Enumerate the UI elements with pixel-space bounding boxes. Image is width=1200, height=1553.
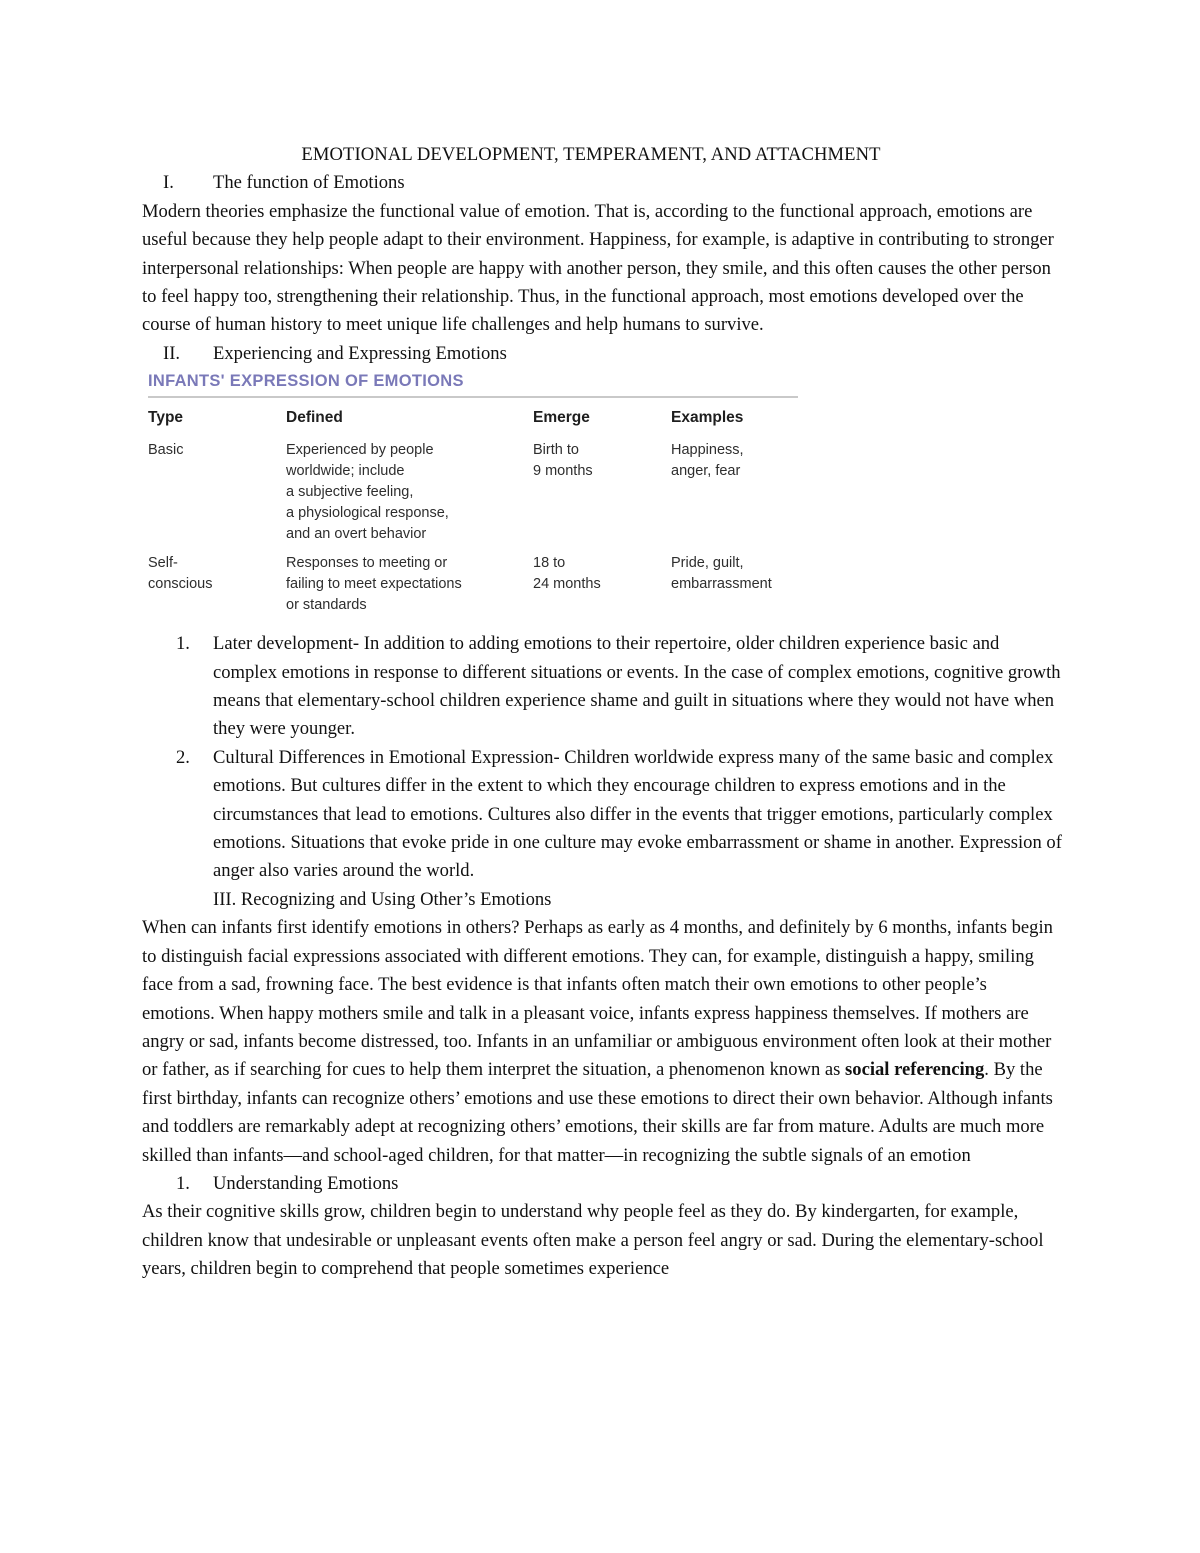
table-row	[148, 440, 798, 553]
subsection-title: Understanding Emotions	[213, 1172, 399, 1194]
document-title: EMOTIONAL DEVELOPMENT, TEMPERAMENT, AND ATTACHMENT	[301, 144, 881, 165]
key-term: social referencing	[845, 1059, 985, 1081]
section-1-paragraph: Modern theories emphasize the functional value of emotion. That is, according to the functional approach, emotions are useful because they help people adapt to their environment. Happiness, for example, is adaptive in contributing to stronger interpersonal relationships: When people are happy with another person, they smile, and this often causes the other person to feel happy too, strengthening their relationship. Thus, in the functional approach, most emotions developed over the course of human history to meet unique life challenges and help humans to survive.	[142, 200, 1054, 336]
section-3-list	[142, 1170, 1062, 1198]
section-3-heading: III. Recognizing and Using Other’s Emotions	[213, 888, 552, 910]
list-item-text: Later development- In addition to adding emotions to their repertoire, older children experience basic and complex emotions in response to different situations or events. In the case of complex emotions, cognitive growth means that elementary-school children experience shame and guilt in situations where they would not have when they were younger.	[213, 633, 1061, 740]
emotions-table-figure	[148, 370, 798, 624]
table-row	[148, 553, 798, 624]
section-1-number: I.	[163, 172, 174, 194]
table-cell-defined	[286, 440, 533, 553]
section-2-list	[142, 630, 1062, 886]
table-cell-defined	[286, 553, 533, 624]
cell-line: conscious	[148, 576, 213, 593]
column-header: Type	[148, 409, 184, 427]
figure-rule	[148, 396, 798, 398]
table-cell-emerge	[533, 440, 671, 553]
emotions-table	[148, 408, 798, 624]
table-cell-examples	[671, 553, 798, 624]
cell-line: a subjective feeling,	[286, 484, 414, 501]
cell-line: anger, fear	[671, 463, 741, 480]
cell-line: failing to meet expectations	[286, 576, 462, 593]
list-item	[142, 630, 1062, 744]
section-3-paragraph	[142, 914, 1062, 1170]
cell-line: 9 months	[533, 463, 593, 480]
column-header: Emerge	[533, 409, 590, 427]
section-1-heading	[142, 169, 1062, 197]
cell-line: and an overt behavior	[286, 526, 427, 543]
cell-line: embarrassment	[671, 576, 772, 593]
column-header: Examples	[671, 409, 744, 427]
list-item	[142, 1170, 1062, 1198]
column-header: Defined	[286, 409, 343, 427]
table-cell-type	[148, 553, 286, 624]
cell-line: Birth to	[533, 442, 579, 459]
section-3-text-after: . By the first birthday, infants can recognize others’ emotions and use these emotions to direct their own behavior. Although infants and toddlers are remarkably adept at recognizing others’ emotions, their skills are far from mature. Adults are much more skilled than infants—and school-aged children, for that matter—in recognizing the subtle signals of an emotion	[142, 1059, 1053, 1166]
table-cell-examples	[671, 440, 798, 553]
table-header-row	[148, 408, 798, 440]
list-item-text: Cultural Differences in Emotional Expression- Children worldwide express many of the same basic and complex emotions. But cultures differ in the extent to which they encourage children to express emotions and in the circumstances that lead to emotions. Cultures also differ in the events that trigger emotions, particularly complex emotions. Situations that evoke pride in one culture may evoke embarrassment or shame in another. Expression of anger also varies around the world.	[213, 746, 1062, 882]
figure-title: INFANTS' EXPRESSION OF EMOTIONS	[148, 372, 464, 391]
cell-line: Experienced by people	[286, 442, 434, 459]
section-2-heading	[142, 340, 1062, 368]
cell-line: Basic	[148, 442, 184, 459]
cell-line: Responses to meeting or	[286, 555, 448, 572]
list-item	[142, 744, 1062, 886]
cell-line: Happiness,	[671, 442, 744, 459]
section-3-text-before: When can infants first identify emotions in others? Perhaps as early as 4 months, and definitely by 6 months, infants begin to distinguish facial expressions associated with different emotions. They can, for example, distinguish a happy, smiling face from a sad, frowning face. The best evidence is that infants often match their own emotions to other people’s emotions. When happy mothers smile and talk in a pleasant voice, infants express happiness themselves. If mothers are angry or sad, infants become distressed, too. Infants in an unfamiliar or ambiguous environment often look at their mother or father, as if searching for cues to help them interpret the situation, a phenomenon known as	[142, 917, 1053, 1081]
cell-line: Pride, guilt,	[671, 555, 744, 572]
cell-line: 18 to	[533, 555, 566, 572]
section-2-title: Experiencing and Expressing Emotions	[213, 342, 507, 364]
list-item-number: 1.	[176, 633, 190, 655]
cell-line: worldwide; include	[286, 463, 405, 480]
document-body	[142, 141, 1062, 1284]
table-cell-type	[148, 440, 286, 553]
cell-line: 24 months	[533, 576, 601, 593]
cell-line: or standards	[286, 597, 367, 614]
list-item-number: 1.	[176, 1172, 190, 1194]
section-1-title: The function of Emotions	[213, 172, 405, 194]
cell-line: Self-	[148, 555, 178, 572]
section-2-number: II.	[163, 342, 181, 364]
cell-line: a physiological response,	[286, 505, 449, 522]
list-item-number: 2.	[176, 746, 190, 768]
subsection-paragraph: As their cognitive skills grow, children begin to understand why people feel as they do. By kindergarten, for example, children know that undesirable or unpleasant events often make a person feel angry or sad. During the elementary-school years, children begin to comprehend that people sometimes experience	[142, 1201, 1044, 1280]
table-cell-emerge	[533, 553, 671, 624]
